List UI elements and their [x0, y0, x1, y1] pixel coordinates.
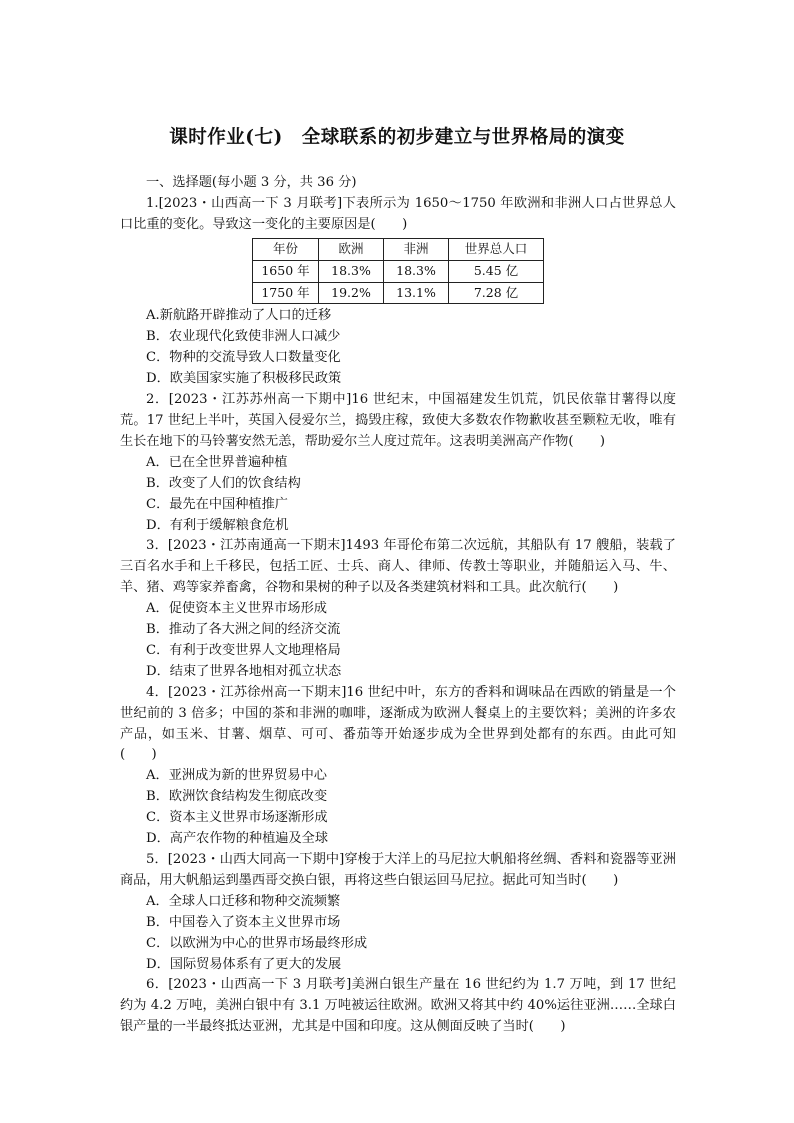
option-b: B．农业现代化致使非洲人口减少 — [146, 329, 341, 345]
option-b: B．中国卷入了资本主义世界市场 — [146, 914, 341, 930]
option-a: A．已在全世界普遍种植 — [146, 454, 288, 470]
table-cell: 5.45 亿 — [449, 260, 544, 282]
option-a: A.新航路开辟推动了人口的迁移 — [146, 308, 332, 324]
table-cell: 1750 年 — [253, 282, 319, 304]
table-cell: 7.28 亿 — [449, 282, 544, 304]
option-b: B．推动了各大洲之间的经济交流 — [146, 622, 341, 638]
table-cell: 18.3% — [319, 260, 384, 282]
table-header-cell: 年份 — [253, 238, 319, 260]
option-d: D．高产农作物的种植遍及全球 — [146, 831, 329, 847]
option-d: D．欧美国家实施了积极移民政策 — [146, 371, 342, 387]
section-heading: 一、选择题(每小题 3 分，共 36 分) — [146, 175, 357, 190]
table-row — [253, 282, 544, 304]
table-cell: 19.2% — [319, 282, 384, 304]
content — [120, 173, 676, 1038]
option-a: A．亚洲成为新的世界贸易中心 — [146, 768, 327, 784]
table-cell: 1650 年 — [253, 260, 319, 282]
option-c: C．有利于改变世界人文地理格局 — [146, 642, 341, 658]
page-title: 课时作业(七) 全球联系的初步建立与世界格局的演变 — [169, 127, 625, 148]
table-cell: 13.1% — [384, 282, 449, 304]
question-4 — [120, 683, 676, 850]
population-table — [252, 238, 544, 305]
option-b: B．欧洲饮食结构发生彻底改变 — [146, 789, 328, 805]
table-header-row — [253, 238, 544, 260]
option-b: B．改变了人们的饮食结构 — [146, 475, 301, 491]
question-text: 4．[2023・江苏徐州高一下期末]16 世纪中叶，东方的香料和调味品在西欧的销量是一个世纪前的 3 倍多；中国的茶和非洲的咖啡，逐渐成为欧洲人餐桌上的主要饮料；美洲的许多农产品，如玉米、甘薯、烟草、可可、番茄等开始逐步成为全世界到处都有的东西。由此可知( ) — [120, 684, 676, 763]
option-d: D．国际贸易体系有了更大的发展 — [146, 956, 342, 972]
question-text: 2．[2023・江苏苏州高一下期中]16 世纪末，中国福建发生饥荒，饥民依靠甘薯得以度荒。17 世纪上半叶，英国入侵爱尔兰，捣毁庄稼，致使大多数农作物歉收甚至颗粒无收，唯有生长在地下的马铃薯安然无恙，帮助爱尔兰人度过荒年。这表明美洲高产作物( ) — [120, 392, 676, 449]
question-5 — [120, 850, 676, 975]
table-header-cell: 欧洲 — [319, 238, 384, 260]
question-text: 3．[2023・江苏南通高一下期末]1493 年哥伦布第二次远航，其船队有 17 艘船，装载了三百名水手和上千移民，包括工匠、士兵、商人、律师、传教士等职业，并随船运入马、牛、羊、猪、鸡等家养畜禽，谷物和果树的种子以及各类建筑材料和工具。此次航行( ) — [120, 538, 676, 596]
option-d: D．结束了世界各地相对孤立状态 — [146, 663, 342, 679]
question-6 — [120, 975, 676, 1038]
option-c: C．资本主义世界市场逐渐形成 — [146, 810, 328, 826]
option-a: A．促使资本主义世界市场形成 — [146, 601, 327, 617]
question-text: 1.[2023・山西高一下 3 月联考]下表所示为 1650～1750 年欧洲和非洲人口占世界总人口比重的变化。导致这一变化的主要原因是( ) — [120, 195, 676, 232]
table-header-cell: 世界总人口 — [449, 238, 544, 260]
table-header-cell: 非洲 — [384, 238, 449, 260]
option-c: C．最先在中国种植推广 — [146, 496, 288, 512]
option-d: D．有利于缓解粮食危机 — [146, 517, 289, 533]
option-a: A．全球人口迁移和物种交流频繁 — [146, 893, 341, 909]
option-c: C．物种的交流导致人口数量变化 — [146, 350, 341, 366]
question-text: 5．[2023・山西大同高一下期中]穿梭于大洋上的马尼拉大帆船将丝绸、香料和瓷器等亚洲商品，用大帆船运到墨西哥交换白银，再将这些白银运回马尼拉。据此可知当时( ) — [120, 852, 676, 888]
question-text: 6．[2023・山西高一下 3 月联考]美洲白银生产量在 16 世纪约为 1.7 万吨，到 17 世纪约为 4.2 万吨，美洲白银中有 3.1 万吨被运往欧洲。欧洲又将其中约 40%运往亚洲……全球白银产量的一半最终抵达亚洲，尤其是中国和印度。这从侧面反映了当时( ) — [120, 977, 676, 1035]
question-2 — [120, 390, 676, 536]
table-row — [253, 260, 544, 282]
option-c: C．以欧洲为中心的世界市场最终形成 — [146, 935, 368, 951]
table-cell: 18.3% — [384, 260, 449, 282]
question-3 — [120, 536, 676, 682]
question-1 — [120, 194, 676, 390]
